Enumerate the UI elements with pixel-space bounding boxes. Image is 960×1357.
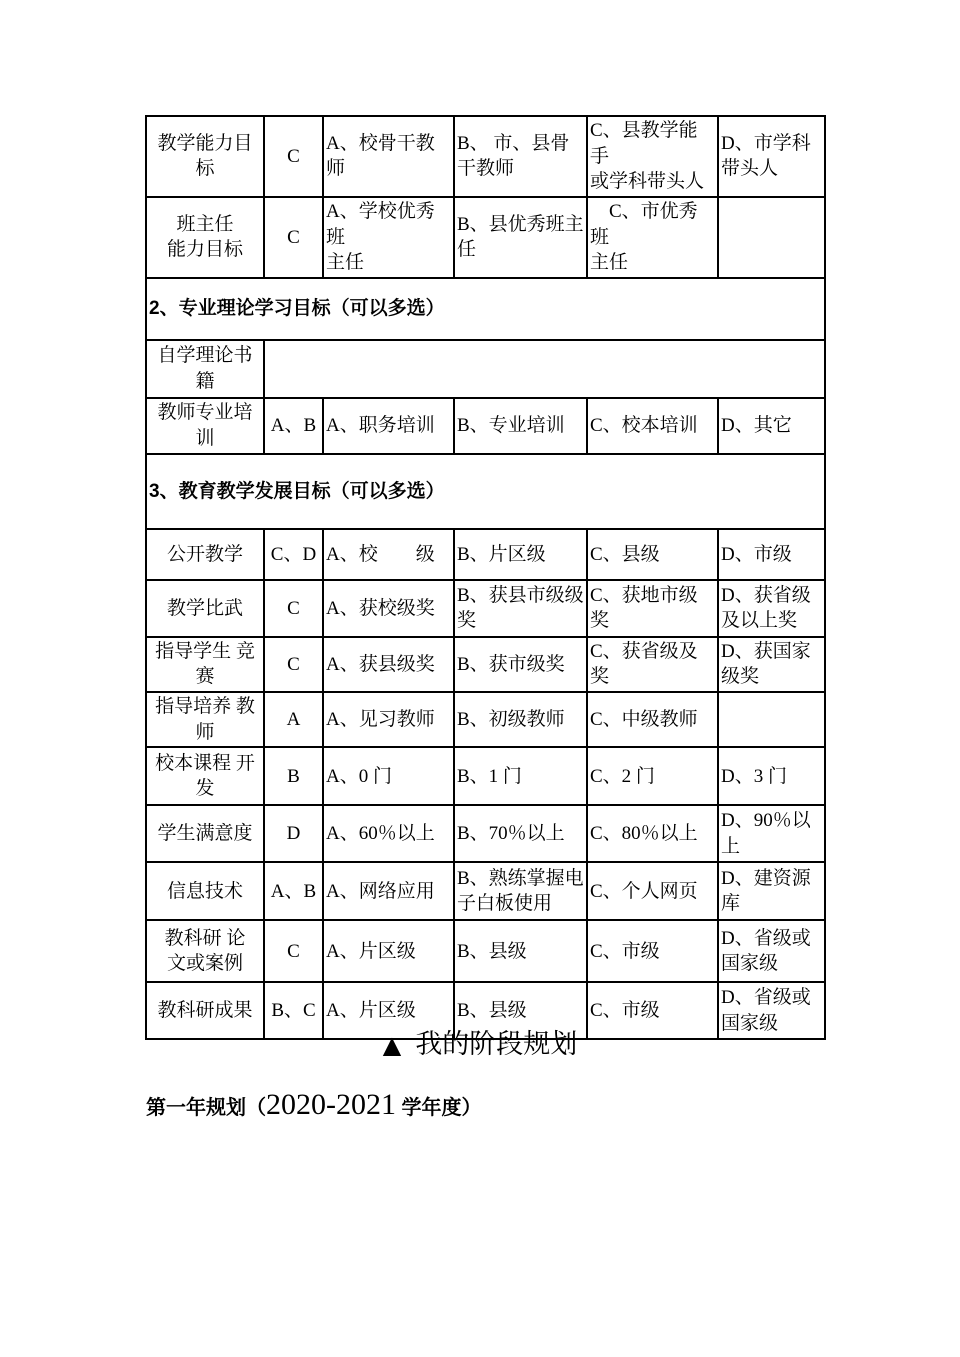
row-section-theory-learning-goal (146, 278, 825, 340)
cell-label: 教科研成果 (146, 982, 264, 1039)
cell-selected-answer: B、C (264, 982, 323, 1039)
cell-option-c: C、中级教师 (587, 692, 718, 747)
cell-label: 自学理论书 籍 (146, 340, 264, 398)
cell-option-c: C、市优秀班 主任 (587, 197, 718, 278)
row-head-teacher-ability-goal (146, 197, 825, 278)
row-self-study-books (146, 340, 825, 398)
cell-label: 教师专业培 训 (146, 398, 264, 454)
cell-selected-answer: B (264, 747, 323, 805)
stage-plan-title: 我的阶段规划 (415, 1029, 578, 1059)
cell-option-d: D、90％以 上 (718, 805, 825, 862)
cell-option-d: D、省级或 国家级 (718, 920, 825, 982)
triangle-bullet-icon: ▲ (382, 1031, 402, 1059)
cell-option-b: B、初级教师 (454, 692, 587, 747)
cell-selected-answer: A (264, 692, 323, 747)
cell-option-c: C、县级 (587, 529, 718, 580)
row-student-satisfaction (146, 805, 825, 862)
section-heading-theory-learning: 2、专业理论学习目标（可以多选） (146, 278, 825, 340)
cell-option-a: A、片区级 (323, 920, 454, 982)
row-open-teaching (146, 529, 825, 580)
cell-selected-answer: C (264, 197, 323, 278)
cell-selected-answer: D (264, 805, 323, 862)
cell-option-b: B、70％以上 (454, 805, 587, 862)
cell-option-a: A、网络应用 (323, 862, 454, 920)
cell-label: 指导学生 竞 赛 (146, 637, 264, 692)
cell-option-d: D、其它 (718, 398, 825, 454)
cell-option-d: D、市级 (718, 529, 825, 580)
cell-selected-answer: C (264, 116, 323, 197)
cell-option-a: A、学校优秀班 主任 (323, 197, 454, 278)
cell-option-b: B、专业培训 (454, 398, 587, 454)
cell-option-a: A、片区级 (323, 982, 454, 1039)
stage-plan-heading (0, 1022, 960, 1061)
cell-option-d: D、获国家 级奖 (718, 637, 825, 692)
cell-option-c: C、县教学能手 或学科带头人 (587, 116, 718, 197)
cell-blank (264, 340, 825, 398)
cell-option-d: D、市学科 带头人 (718, 116, 825, 197)
cell-option-d: D、获省级 及以上奖 (718, 580, 825, 637)
row-teaching-ability-goal (146, 116, 825, 197)
cell-option-c: C、市级 (587, 982, 718, 1039)
cell-label: 教学比武 (146, 580, 264, 637)
plan-label: 第一年规划（ (146, 1097, 266, 1119)
cell-option-c: C、获省级及奖 (587, 637, 718, 692)
cell-option-c: C、市级 (587, 920, 718, 982)
cell-option-b: B、获县市级级 奖 (454, 580, 587, 637)
row-school-course-development (146, 747, 825, 805)
cell-label: 校本课程 开 发 (146, 747, 264, 805)
cell-option-a: A、校 级 (323, 529, 454, 580)
row-teacher-professional-training (146, 398, 825, 454)
cell-option-c: C、校本培训 (587, 398, 718, 454)
plan-suffix: 学年度） (396, 1097, 482, 1119)
cell-selected-answer: C (264, 580, 323, 637)
cell-label: 公开教学 (146, 529, 264, 580)
cell-selected-answer: C (264, 637, 323, 692)
cell-option-b: B、县级 (454, 982, 587, 1039)
cell-option-a: A、获县级奖 (323, 637, 454, 692)
cell-option-d: D、3 门 (718, 747, 825, 805)
row-section-education-development-goal (146, 454, 825, 529)
cell-option-a: A、见习教师 (323, 692, 454, 747)
cell-option-c: C、80％以上 (587, 805, 718, 862)
cell-option-a: A、校骨干教师 (323, 116, 454, 197)
cell-selected-answer: C、D (264, 529, 323, 580)
plan-school-year: 2020-2021 (266, 1088, 396, 1121)
cell-option-a: A、获校级奖 (323, 580, 454, 637)
row-information-technology (146, 862, 825, 920)
cell-option-b: B、片区级 (454, 529, 587, 580)
cell-selected-answer: A、B (264, 862, 323, 920)
row-guide-student-contest (146, 637, 825, 692)
cell-selected-answer: A、B (264, 398, 323, 454)
first-year-plan-heading (146, 1088, 482, 1122)
cell-label: 教科研 论 文或案例 (146, 920, 264, 982)
cell-label: 教学能力目 标 (146, 116, 264, 197)
cell-option-b: B、1 门 (454, 747, 587, 805)
cell-option-a: A、0 门 (323, 747, 454, 805)
cell-label: 指导培养 教 师 (146, 692, 264, 747)
goals-table (145, 115, 826, 1040)
row-research-paper-or-case (146, 920, 825, 982)
cell-label: 班主任 能力目标 (146, 197, 264, 278)
cell-option-b: B、获市级奖 (454, 637, 587, 692)
cell-option-a: A、职务培训 (323, 398, 454, 454)
section-heading-education-development: 3、教育教学发展目标（可以多选） (146, 454, 825, 529)
cell-option-d: D、建资源 库 (718, 862, 825, 920)
cell-option-b: B、县级 (454, 920, 587, 982)
cell-blank (718, 692, 825, 747)
cell-label: 信息技术 (146, 862, 264, 920)
cell-option-b: B、熟练掌握电 子白板使用 (454, 862, 587, 920)
cell-option-d: D、省级或 国家级 (718, 982, 825, 1039)
cell-selected-answer: C (264, 920, 323, 982)
cell-label: 学生满意度 (146, 805, 264, 862)
cell-option-b: B、 市、县骨 干教师 (454, 116, 587, 197)
row-teaching-competition (146, 580, 825, 637)
cell-option-c: C、个人网页 (587, 862, 718, 920)
cell-option-a: A、60％以上 (323, 805, 454, 862)
cell-option-c: C、2 门 (587, 747, 718, 805)
cell-option-c: C、获地市级奖 (587, 580, 718, 637)
cell-blank (718, 197, 825, 278)
row-guide-train-teachers (146, 692, 825, 747)
cell-option-b: B、县优秀班主 任 (454, 197, 587, 278)
